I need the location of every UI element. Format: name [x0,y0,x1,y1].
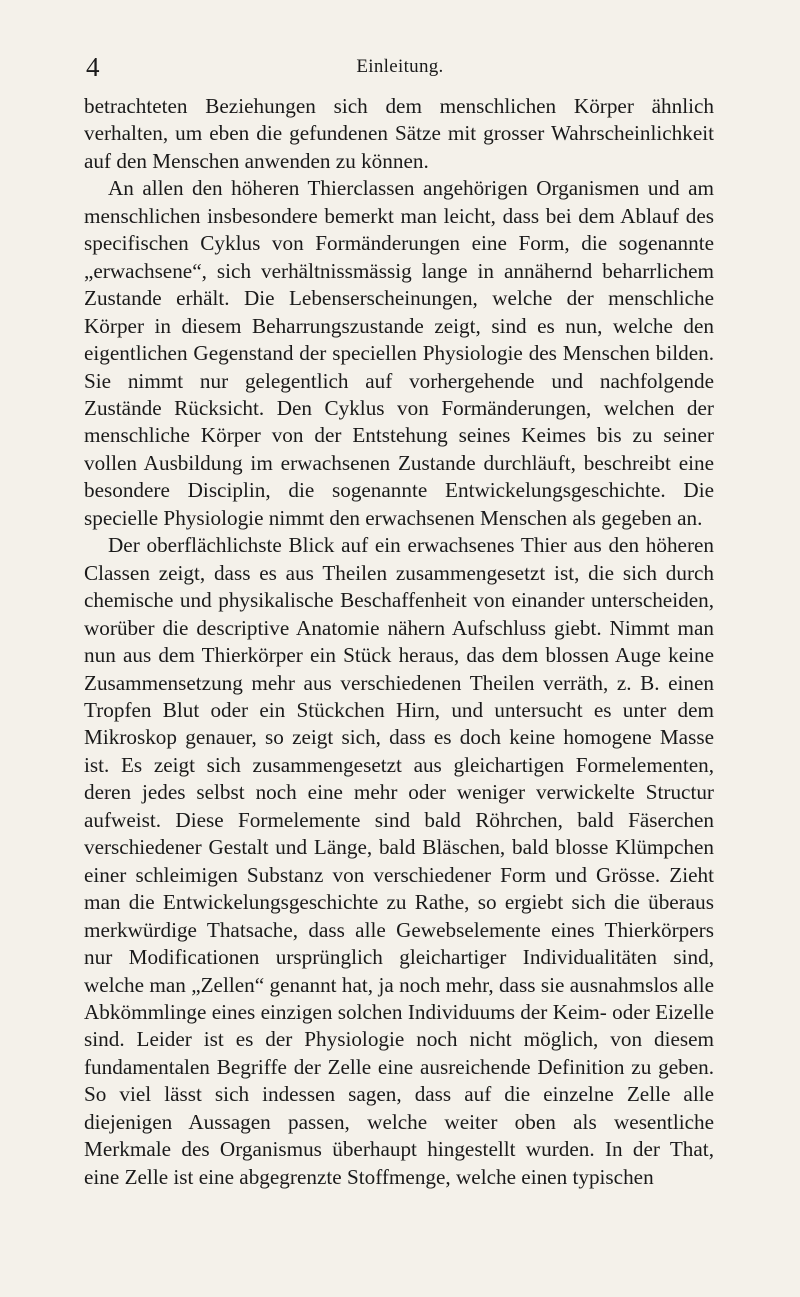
page-number: 4 [86,52,100,82]
paragraph-zellen: Der oberflächlichste Blick auf ein erwachsenes Thier aus den höheren Classen zeigt, dass es aus Theilen zusammengesetzt ist, die sich durch chemische und physikalische Beschaffenheit von einander unterscheiden, worüber die descriptive Anatomie nähern Aufschluss giebt. Nimmt man nun aus dem Thierkörper ein Stück heraus, das dem blossen Auge keine Zusammensetzung mehr aus verschiedenen Theilen verräth, z. B. einen Tropfen Blut oder ein Stückchen Hirn, und untersucht es unter dem Mikroskop genauer, so zeigt sich, dass es doch keine homogene Masse ist. Es zeigt sich zusammengesetzt aus gleichartigen Formelementen, deren jedes selbst noch eine mehr oder weniger verwickelte Structur aufweist. Diese Formelemente sind bald Röhrchen, bald Fäserchen verschiedener Gestalt und Länge, bald Bläschen, bald blosse Klümpchen einer schleimigen Substanz von verschiedener Form und Grösse. Zieht man die Entwickelungsgeschichte zu Rathe, so ergiebt sich die überaus merkwürdige Thatsache, dass alle Gewebselemente eines Thierkörpers nur Modificationen ursprünglich gleichartiger Individualitäten sind, welche man „Zellen“ genannt hat, ja noch mehr, dass sie ausnahmslos alle Abkömmlinge eines einzigen solchen Individuums der Keim- oder Eizelle sind. Leider ist es der Physiologie noch nicht möglich, von diesem fundamentalen Begriffe der Zelle eine ausreichende Definition zu geben. So viel lässt sich indessen sagen, dass auf die einzelne Zelle alle diejenigen Aussagen passen, welche weiter oben als wesentliche Merkmale des Organismus überhaupt hingestellt wurden. In der That, eine Zelle ist eine abgegrenzte Stoffmenge, welche einen typischen [84,533,714,1189]
page-header [72,50,728,84]
running-title: Einleitung. [356,56,444,77]
body-text [84,93,714,1191]
paragraph-continuation: betrachteten Beziehungen sich dem menschlichen Körper ähnlich verhalten, um eben die gefundenen Sätze mit grosser Wahrscheinlichkeit auf den Menschen anwenden zu können. [84,94,714,173]
paragraph-organismen: An allen den höheren Thierclassen angehörigen Organismen und am menschlichen insbesondere bemerkt man leicht, dass bei dem Ablauf des specifischen Cyklus von Formänderungen eine Form, die sogenannte „erwachsene“, sich verhältnissmässig lange in annähernd beharrlichem Zustande erhält. Die Lebenserscheinungen, welche der menschliche Körper in diesem Beharrungszustande zeigt, sind es nun, welche den eigentlichen Gegenstand der speciellen Physiologie des Menschen bilden. Sie nimmt nur gelegentlich auf vorhergehende und nachfolgende Zustände Rücksicht. Den Cyklus von Formänderungen, welchen der menschliche Körper von der Entstehung seines Keimes bis zu seiner vollen Ausbildung im erwachsenen Zustande durchläuft, beschreibt eine besondere Disciplin, die sogenannte Entwickelungsgeschichte. Die specielle Physiologie nimmt den erwachsenen Menschen als gegeben an. [84,176,714,530]
